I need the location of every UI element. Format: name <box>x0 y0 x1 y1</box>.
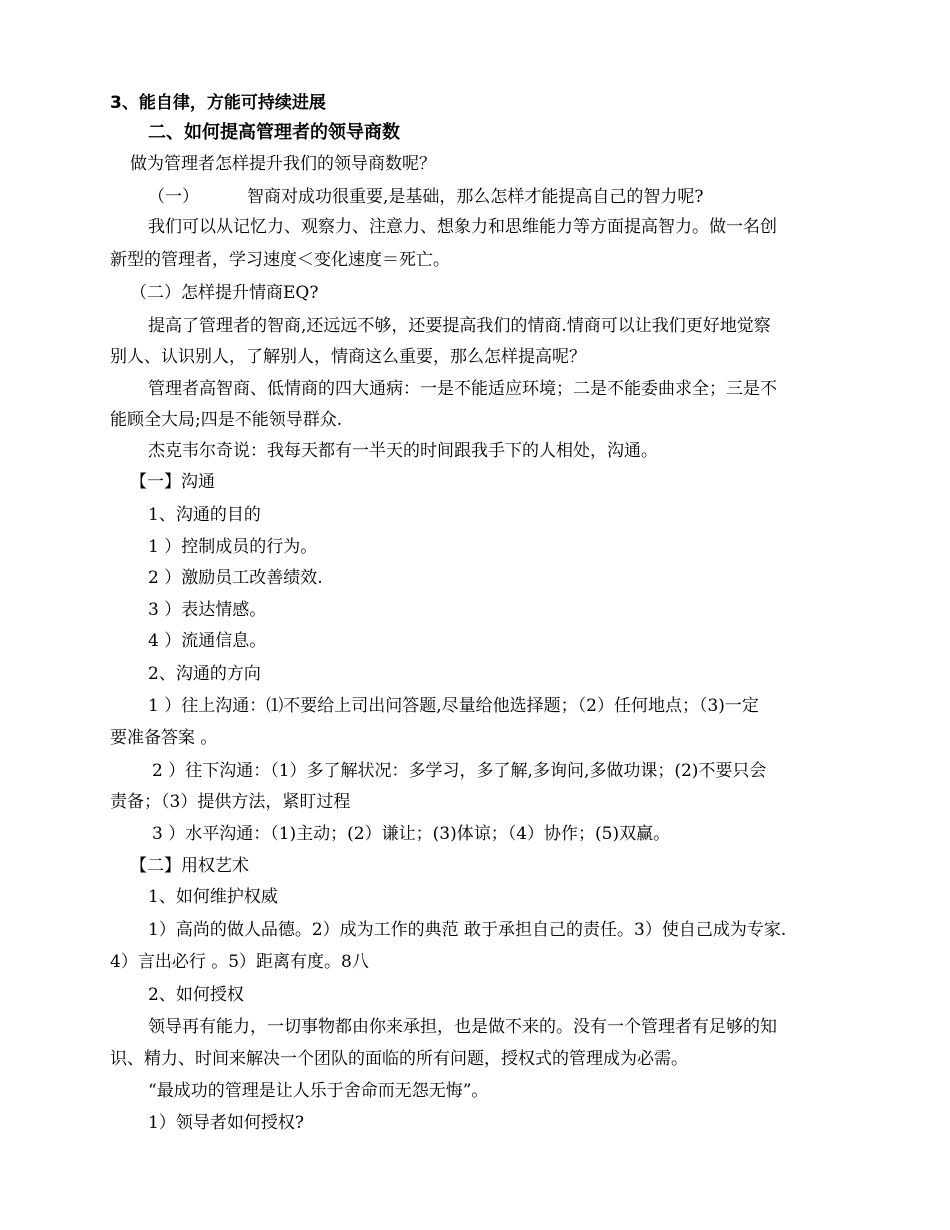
text-line: 提高了管理者的智商,还远远不够，还要提高我们的情商.情商可以让我们更好地觉察 <box>148 316 771 336</box>
text-line: 2、如何授权 <box>148 985 244 1005</box>
text-line: 1 ）往上沟通：⑴不要给上司出问答题,尽量给他选择题；（2）任何地点；（3)一定 <box>148 696 759 716</box>
text-line: “最成功的管理是让人乐于舍命而无怨无悔”。 <box>148 1081 489 1101</box>
text-line: 【二】用权艺术 <box>130 856 249 876</box>
text-line: （二）怎样提升情商EQ? <box>130 283 319 303</box>
text-line: 能顾全大局;四是不能领导群众. <box>110 410 343 430</box>
text-line: 新型的管理者，学习速度＜变化速度＝死亡。 <box>110 250 450 270</box>
text-line: 3、能自律，方能可持续进展 <box>110 93 326 113</box>
text-line: 要准备答案 。 <box>110 728 218 748</box>
list-heading-3 <box>110 93 326 113</box>
text-line: 杰克韦尔奇说：我每天都有一半天的时间跟我手下的人相处，沟通。 <box>148 441 658 461</box>
text-line: 领导再有能力，一切事物都由你来承担，也是做不来的。没有一个管理者有足够的知 <box>148 1017 777 1037</box>
subheading-line <box>148 187 704 207</box>
text-line: 1 ）控制成员的行为。 <box>148 537 318 557</box>
text-line: 4 ）流通信息。 <box>148 631 267 651</box>
section-heading: 二、如何提高管理者的领导商数 <box>148 122 400 143</box>
text-line: 1、沟通的目的 <box>148 505 261 525</box>
subheading-number: （一） <box>148 187 199 207</box>
text-line: 管理者高智商、低情商的四大通病：一是不能适应环境；二是不能委曲求全；三是不 <box>148 379 777 399</box>
text-line: 1）领导者如何授权? <box>148 1113 304 1133</box>
text-line: 1）高尚的做人品德。2）成为工作的典范 敢于承担自己的责任。3）使自己成为专家. <box>148 920 787 940</box>
text-line: 【一】沟通 <box>130 472 215 492</box>
text-line: 3 ）水平沟通：（1)主动；(2）谦让；(3)体谅；（4）协作；(5)双赢。 <box>152 824 671 844</box>
text-line: 2 ）激励员工改善绩效. <box>148 568 323 588</box>
text-line: 2、沟通的方向 <box>148 664 261 684</box>
text-line: 4）言出必行 。5）距离有度。8八 <box>110 952 369 972</box>
subheading-text: 智商对成功很重要,是基础，那么怎样才能提高自己的智力呢? <box>247 187 704 207</box>
text-line: 做为管理者怎样提升我们的领导商数呢？ <box>130 154 436 174</box>
text-line: 我们可以从记忆力、观察力、注意力、想象力和思维能力等方面提高智力。做一名创 <box>148 217 777 237</box>
text-line: 3 ）表达情感。 <box>148 600 267 620</box>
text-line: 责备；（3）提供方法，紧盯过程 <box>110 792 351 812</box>
text-line: 别人、认识别人，了解别人，情商这么重要，那么怎样提高呢？ <box>110 347 586 367</box>
text-line: 1、如何维护权威 <box>148 887 278 907</box>
text-line: 2 ）往下沟通：（1）多了解状况：多学习，多了解,多询问,多做功课；(2)不要只会 <box>152 761 767 781</box>
text-line: 识、精力、时间来解决一个团队的面临的所有问题，授权式的管理成为必需。 <box>110 1049 688 1069</box>
